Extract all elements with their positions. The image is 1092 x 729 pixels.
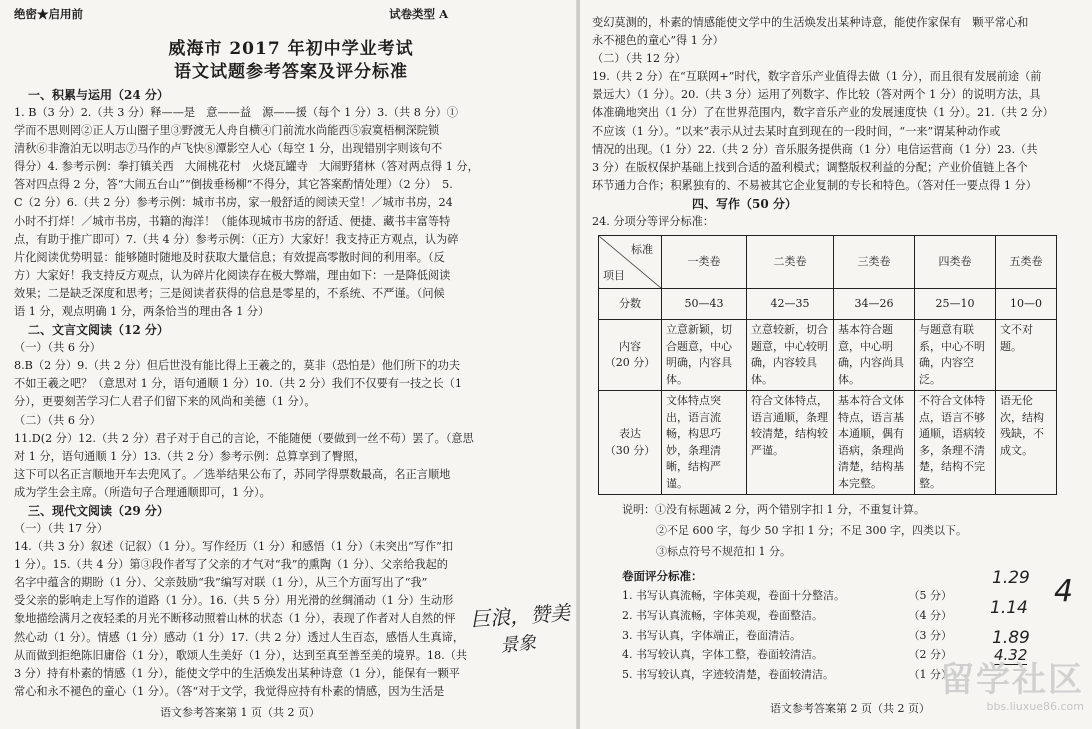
text-line: 对 1 分，语句通顺 1 分）13.（共 2 分）参考示例：总算享到了臀照，: [14, 449, 366, 463]
table-row: [599, 320, 1057, 391]
grading-table: [598, 235, 1057, 495]
table-cell: 文不对题。: [996, 320, 1057, 391]
handwritten-number: 1.89: [992, 628, 1030, 648]
secrecy-label: 绝密★启用前: [14, 7, 83, 21]
watermark: [924, 660, 1084, 713]
note-line: ③标点符号不规范扣 1 分。: [656, 545, 791, 559]
list-item: [622, 586, 952, 606]
text-line: 语 1 分，观点明确 1 分，两条恰当的理由各 1 分）: [14, 305, 270, 319]
corner-label-item: 项目: [603, 268, 625, 282]
row-label-text: 表达: [619, 427, 641, 441]
section-heading-2: 二、文言文阅读（12 分）: [28, 323, 169, 338]
text-line: 学而不思则罔②正人万山圈子里③野渡无人舟自横④门前流水尚能西⑤寂寞梧桐深院锁: [14, 124, 440, 138]
question-24-heading: 24. 分项分等评分标准：: [592, 214, 715, 228]
criterion-text: 1. 书写认真流畅，字体美观，卷面十分整洁。: [622, 589, 845, 603]
column-header: 一类卷: [662, 236, 747, 289]
text-line: 不应该（1 分）。“以来”表示从过去某时直到现在的一段时间，“一来”谓某种动作或: [592, 124, 1001, 138]
doc-subtitle: 语文试题参考答案及评分标准: [174, 62, 408, 82]
text-line: 这下可以名正言顺地开车去兜风了。／选举结果公布了，苏同学得票数最高，名正言顺地: [14, 467, 451, 481]
table-cell: 50—43: [662, 289, 747, 320]
text-line: 3 分）在版权保护基础上找到合适的盈利模式；调整版权利益的分配；产业价值链上各个: [592, 160, 1028, 174]
text-line: 1 分）。15.（共 4 分）第③段作者写了父亲的才气对“我”的熏陶（1 分）、父亲给我起的: [14, 558, 448, 572]
handwritten-number: 4: [1054, 574, 1074, 609]
text-line: 14.（共 3 分）叙述（记叙）（1 分）。写作经历（1 分）和感悟（1 分）（未突出“写作”扣: [14, 540, 454, 554]
text-line: 片化阅读优势明显：能够随时随地及时获取大量信息；有效提高零散时间的利用率。（反: [14, 250, 445, 264]
list-item: [622, 606, 952, 626]
text-line: 方）大家好！我支持反方观点，认为碎片化阅读存在极大弊端，理由如下：一是降低阅读: [14, 268, 451, 282]
criterion-score: （5 分）: [908, 589, 952, 603]
corner-label-standard: 标准: [631, 243, 653, 257]
table-cell: 立意新颖，切合题意，中心明确，内容具体。: [662, 320, 747, 391]
note-line: ②不足 600 字，每少 50 字扣 1 分；不足 300 字，四类以下。: [656, 524, 967, 538]
text-line: 从而做到拒绝陈旧庸俗（1 分），歌颂人生美好（1 分），达到至真至善至美的境界。18.（共: [14, 648, 468, 662]
text-line: 8.B（2 分）9.（共 2 分）但后世没有能比得上王羲之的，莫非（恐怕是）他们所下的功夫: [14, 359, 461, 373]
table-cell: 语无伦次，结构残缺，不成文。: [996, 391, 1057, 495]
text-line: 得分）4. 参考示例：拳打镇关西 大闹桃花村 火烧瓦罐寺 大闹野猪林（答对两点得 1 分，: [14, 160, 479, 174]
handwritten-number: 1.14: [990, 598, 1028, 618]
criterion-text: 5. 书写较认真，字迹较清楚，卷面较清洁。: [622, 668, 834, 682]
text-line: 分），更要刻苦学习仁人君子们留下来的风尚和美德（1 分）。: [14, 395, 316, 409]
text-line: 然心动（1 分）。情感（1 分）感动（1 分）17.（共 2 分）透过人生百态，感悟人生真谛，: [14, 630, 465, 644]
text-line: 象地描绘满月之夜轻柔的月光不断移动照着山林的状态（1 分），表现了作者对人自然的怦: [14, 612, 456, 626]
row-label-points: （20 分）: [604, 356, 656, 370]
row-label-text: 内容: [619, 339, 641, 353]
subsection-heading: （一）（共 6 分）: [14, 341, 101, 355]
section-1-body: [14, 104, 568, 321]
text-line: 效果；二是缺乏深度和思考；三是阅读者获得的信息是零星的，不系统、不严谨。（问候: [14, 286, 445, 300]
table-cell: 不符合文体特点，语言不够通顺，语病较多，条理不清楚，结构不完整。: [915, 391, 996, 495]
text-line: 1. B（3 分）2.（共 3 分）释——是 意——益 源——援（每个 1 分）3.（共 8 分）①: [14, 106, 458, 119]
text-line: 常心和永不褪色的童心（1 分）。（答“对于文学，我觉得应持有朴素的情感，因为生活是: [14, 684, 445, 698]
text-line: C（2 分）6.（共 2 分）参考示例：城市书房，家一般舒适的阅读天堂！／城市书房，24: [14, 196, 453, 210]
table-cell: 基本符合题意，中心明确，内容尚具体。: [834, 320, 915, 391]
subsection-heading: （一）（共 17 分）: [14, 521, 109, 535]
section-heading-1: 一、积累与运用（24 分）: [28, 88, 169, 102]
section-heading-3: 三、现代文阅读（29 分）: [28, 503, 169, 518]
text-line: 环节通力合作；积累独有的、不易被其它企业复制的专长和特色。（答对任一要点得 1 分）: [592, 178, 1037, 192]
text-line: 成为学生会主席。（所造句子合理通顺即可，1 分）。: [14, 485, 271, 499]
criterion-score: （3 分）: [908, 628, 952, 642]
table-cell: 符合文体特点，语言通顺，条理较清楚，结构较严谨。: [747, 391, 834, 495]
page-footer: 语文参考答案第 1 页（共 2 页）: [160, 706, 320, 719]
text-line: 3 分）持有朴素的情感（1 分），能使文学中的生活焕发出某种诗意（1 分），能保有一颗平: [14, 666, 460, 680]
note-line: 说明：①没有标题减 2 分，两个错别字扣 1 分，不重复计算。: [622, 503, 925, 517]
list-item: [622, 665, 952, 685]
handwritten-number: 1.29: [992, 568, 1030, 588]
list-item: [622, 645, 952, 665]
text-line: 情况的出现。（1 分）22.（共 2 分）音乐服务提供商（1 分）电信运营商（1 分）23.（共: [592, 142, 1038, 156]
criterion-score: （2 分）: [908, 648, 952, 662]
table-row: [599, 289, 1057, 320]
watermark-logo: 留学社区: [940, 660, 1084, 700]
column-header: 三类卷: [834, 236, 915, 289]
watermark-url: bbs.liuxue86.com: [986, 700, 1084, 713]
row-label-points: （30 分）: [604, 443, 656, 457]
row-label-expression: [599, 391, 662, 495]
criterion-text: 3. 书写认真，字体端正，卷面清洁。: [622, 628, 801, 642]
table-header-row: [599, 236, 1057, 289]
row-label-content: [599, 320, 662, 391]
subsection-heading: （二）（共 6 分）: [14, 413, 101, 427]
table-cell: 立意较新，切合题意，中心较明确，内容较具体。: [747, 320, 834, 391]
criterion-score: （1 分）: [908, 668, 952, 682]
handwritten-note: 景象: [499, 632, 538, 657]
text-line: 景远大）（1 分）。20.（共 3 分）运用了列数字、作比较（答对两个 1 分）的说明方法，具: [592, 88, 1041, 102]
text-line: 永不褪色的童心”得 1 分）: [592, 34, 724, 48]
table-cell: 34—26: [834, 289, 915, 320]
section-heading-4: 四、写作（50 分）: [692, 196, 797, 211]
doc-title: 威海市 2017 年初中学业考试: [168, 39, 414, 59]
column-header: 五类卷: [996, 236, 1057, 289]
text-line: 点，有助于推广即可）7.（共 4 分）参考示例：（正方）大家好！我支持正方观点，认为碎: [14, 232, 459, 246]
text-line: 受父亲的影响走上写作的道路（1 分）。16.（共 5 分）用光滑的丝绸涌动（1 分）生动形: [14, 594, 454, 608]
table-cell: 与题意有联系，中心不明确，内容空泛。: [915, 320, 996, 391]
row-label-score: 分数: [599, 289, 662, 320]
notes: [622, 499, 1086, 562]
page-2: [580, 0, 1092, 729]
criterion-score: （4 分）: [908, 608, 952, 622]
table-row: [599, 391, 1057, 495]
text-line: 变幻莫测的，朴素的情感能使文学中的生活焕发出某种诗意，能使作家保有 颗平常心和: [592, 16, 1029, 29]
subsection-heading: （二）（共 12 分）: [592, 52, 687, 66]
text-line: 体准确地突出（1 分）了在世界范围内，数字音乐产业的发展速度快（1 分）。21.（共 2 分）: [592, 106, 1054, 120]
top-header: [14, 6, 568, 22]
text-line: 不如王羲之吧？（意思对 1 分，语句通顺 1 分）10.（共 2 分）我们不仅要有一技之长（1: [14, 377, 462, 391]
paper-type: 试卷类型 A: [389, 7, 448, 21]
criterion-text: 4. 书写较认真，字体工整，卷面较清洁。: [622, 648, 823, 662]
table-cell: 文体特点突出，语言流畅，构思巧妙，条理清晰，结构严谨。: [662, 391, 747, 495]
text-line: 19.（共 2 分）在“互联网+”时代，数字音乐产业值得去做（1 分），而且很有发展前途（前: [592, 70, 1042, 84]
text-line: 清秋⑥非澹泊无以明志⑦马作的卢飞快⑧潭影空人心（每空 1 分，出现错别字则该句不: [14, 142, 443, 156]
criterion-text: 2. 书写认真流畅，字体美观，卷面整洁。: [622, 608, 823, 622]
page-footer: 语文参考答案第 2 页（共 2 页）: [770, 702, 930, 715]
neatness-title: 卷面评分标准：: [622, 569, 703, 584]
column-header: 二类卷: [747, 236, 834, 289]
handwritten-note: 巨浪，赞美: [469, 600, 571, 632]
handwritten-number: 4.32: [994, 646, 1028, 664]
table-cell: 42—35: [747, 289, 834, 320]
table-cell: 基本符合文体特点，语言基本通顺，偶有语病，条理尚清楚，结构基本完整。: [834, 391, 915, 495]
table-cell: 10—0: [996, 289, 1057, 320]
text-line: 名字中蕴含的期盼（1 分）、父亲鼓励“我”编写对联（1 分），从三个方面写出了“我”: [14, 576, 428, 590]
table-cell: 25—10: [915, 289, 996, 320]
table-corner: [599, 236, 662, 289]
text-line: 11.D(2 分）12.（共 2 分）君子对于自己的言论，不能随便（要做到一丝不苟）罢了。（意思: [14, 431, 474, 445]
column-header: 四类卷: [915, 236, 996, 289]
text-line: 小时不打烊！／城市书房，书籍的海洋！（能体现城市书房的舒适、便捷、藏书丰富等特: [14, 214, 451, 228]
text-line: 答对四点得 2 分，答“大闹五台山”“倒拔垂杨柳”不得分，其它答案酌情处理）（2 分） 5.: [14, 178, 453, 192]
list-item: [622, 626, 952, 646]
